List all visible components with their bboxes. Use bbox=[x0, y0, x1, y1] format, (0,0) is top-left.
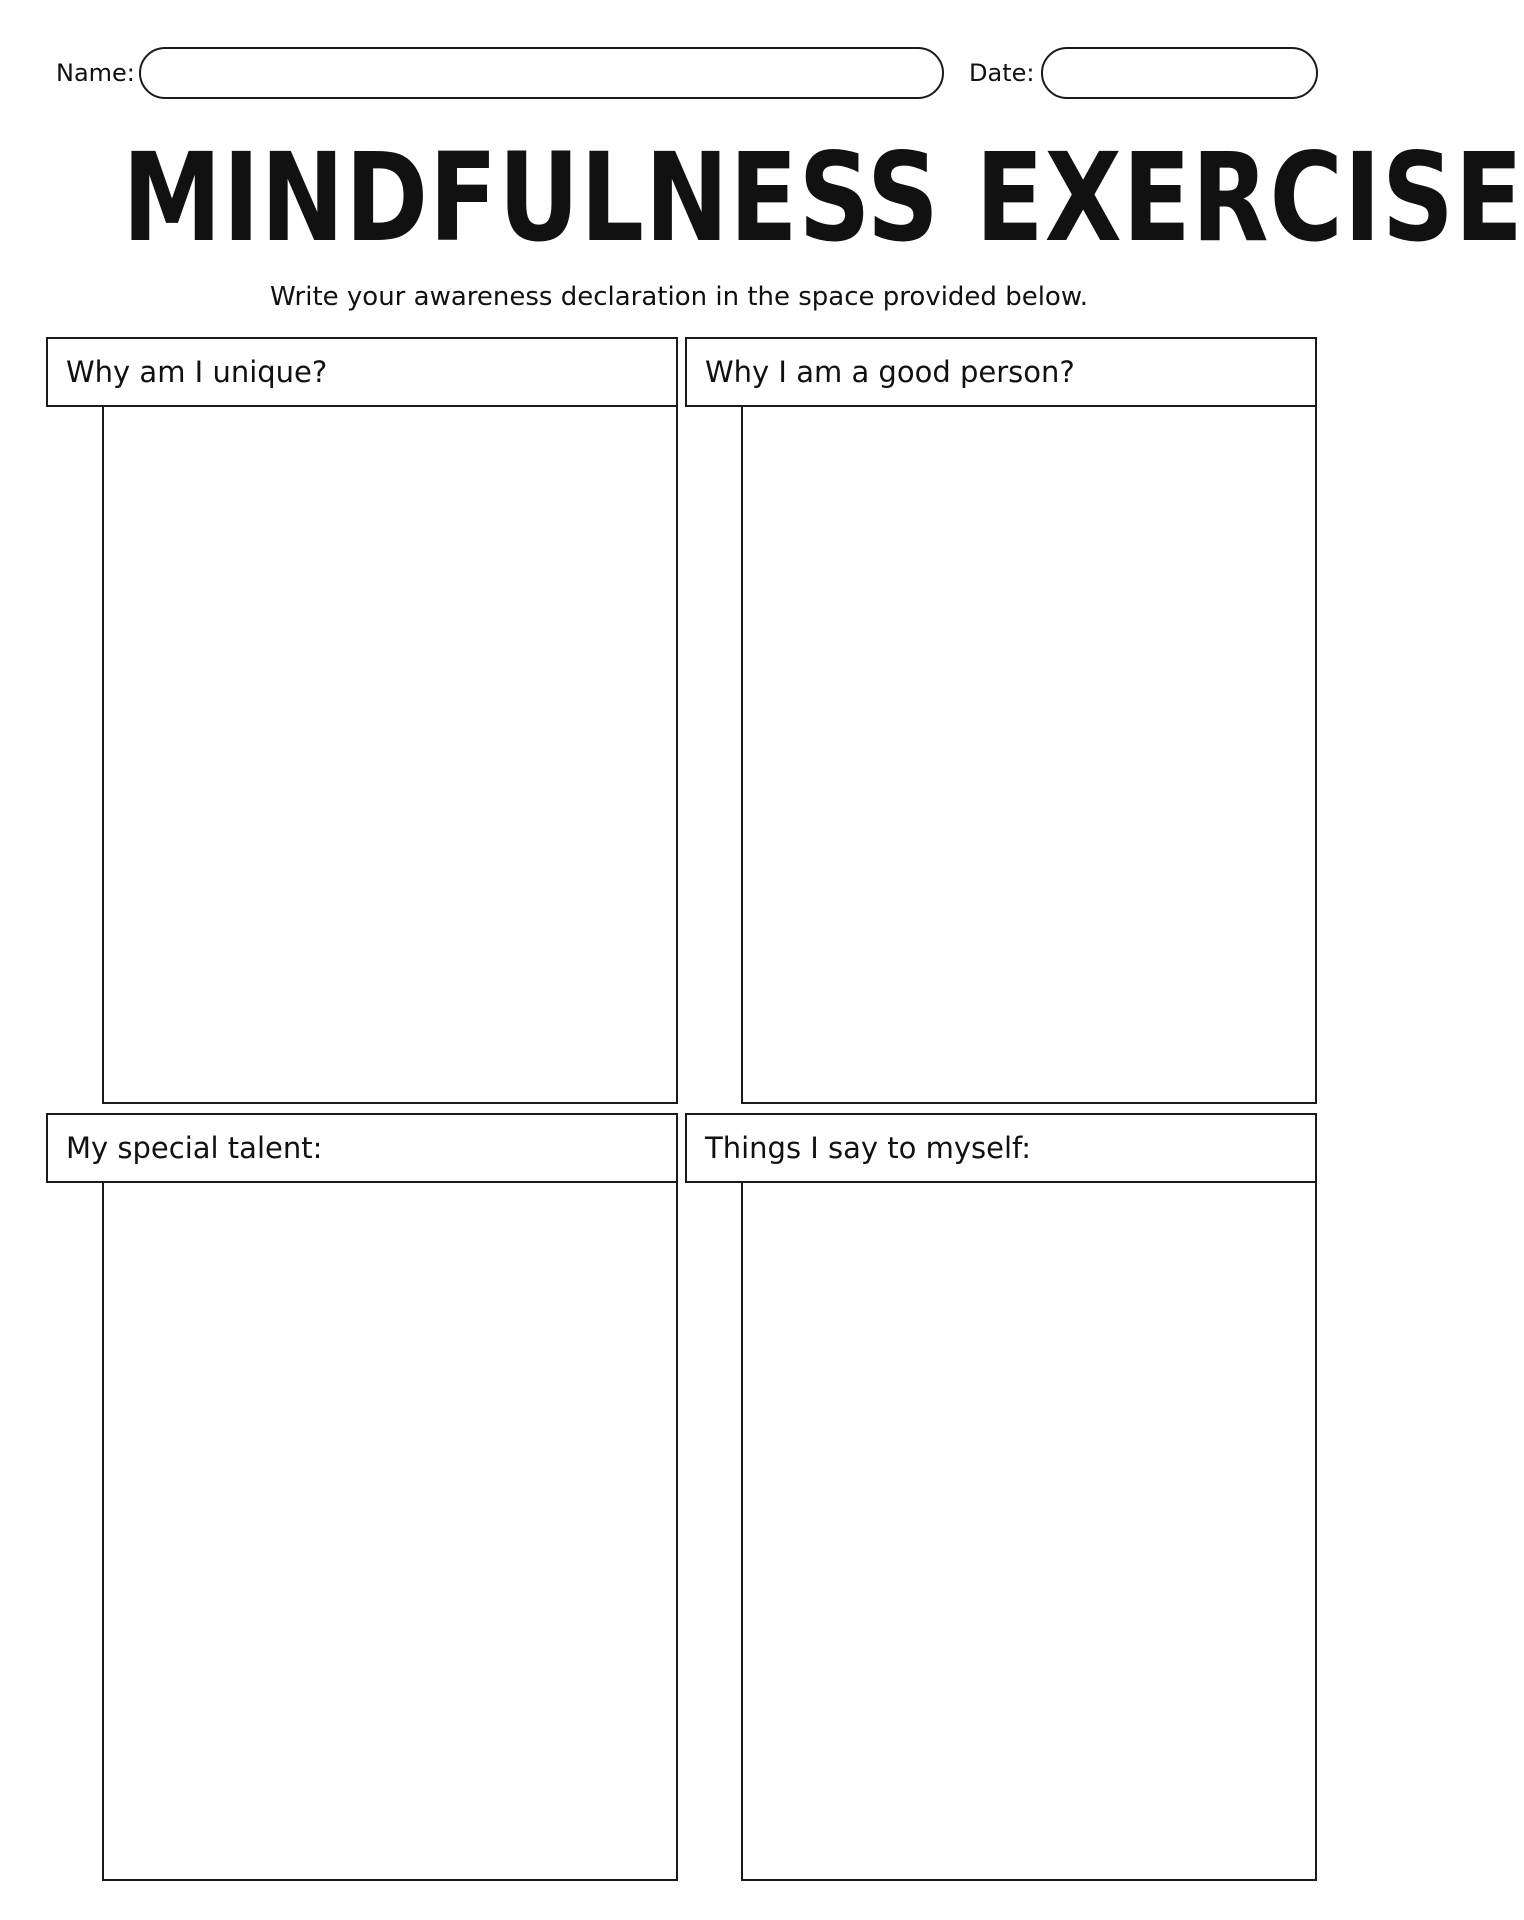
section-heading-special-talent bbox=[46, 1113, 678, 1183]
section-heading-text: Things I say to myself: bbox=[705, 1131, 1031, 1165]
answer-box-good-person[interactable] bbox=[741, 405, 1317, 1104]
answer-box-unique[interactable] bbox=[102, 405, 678, 1104]
date-field[interactable] bbox=[1041, 47, 1318, 99]
section-heading-text: Why am I unique? bbox=[66, 355, 328, 389]
section-heading-text: My special talent: bbox=[66, 1131, 323, 1165]
section-heading-say-to-myself bbox=[685, 1113, 1317, 1183]
name-field[interactable] bbox=[139, 47, 944, 99]
section-heading-unique bbox=[46, 337, 678, 407]
answer-box-say-to-myself[interactable] bbox=[741, 1181, 1317, 1881]
name-label: Name: bbox=[56, 59, 135, 87]
section-heading-good-person bbox=[685, 337, 1317, 407]
instructions: Write your awareness declaration in the space provided below. bbox=[270, 282, 1088, 312]
section-heading-text: Why I am a good person? bbox=[705, 355, 1075, 389]
answer-box-special-talent[interactable] bbox=[102, 1181, 678, 1881]
date-label: Date: bbox=[969, 59, 1035, 87]
page-title: MINDFULNESS EXERCISE bbox=[122, 127, 1524, 269]
